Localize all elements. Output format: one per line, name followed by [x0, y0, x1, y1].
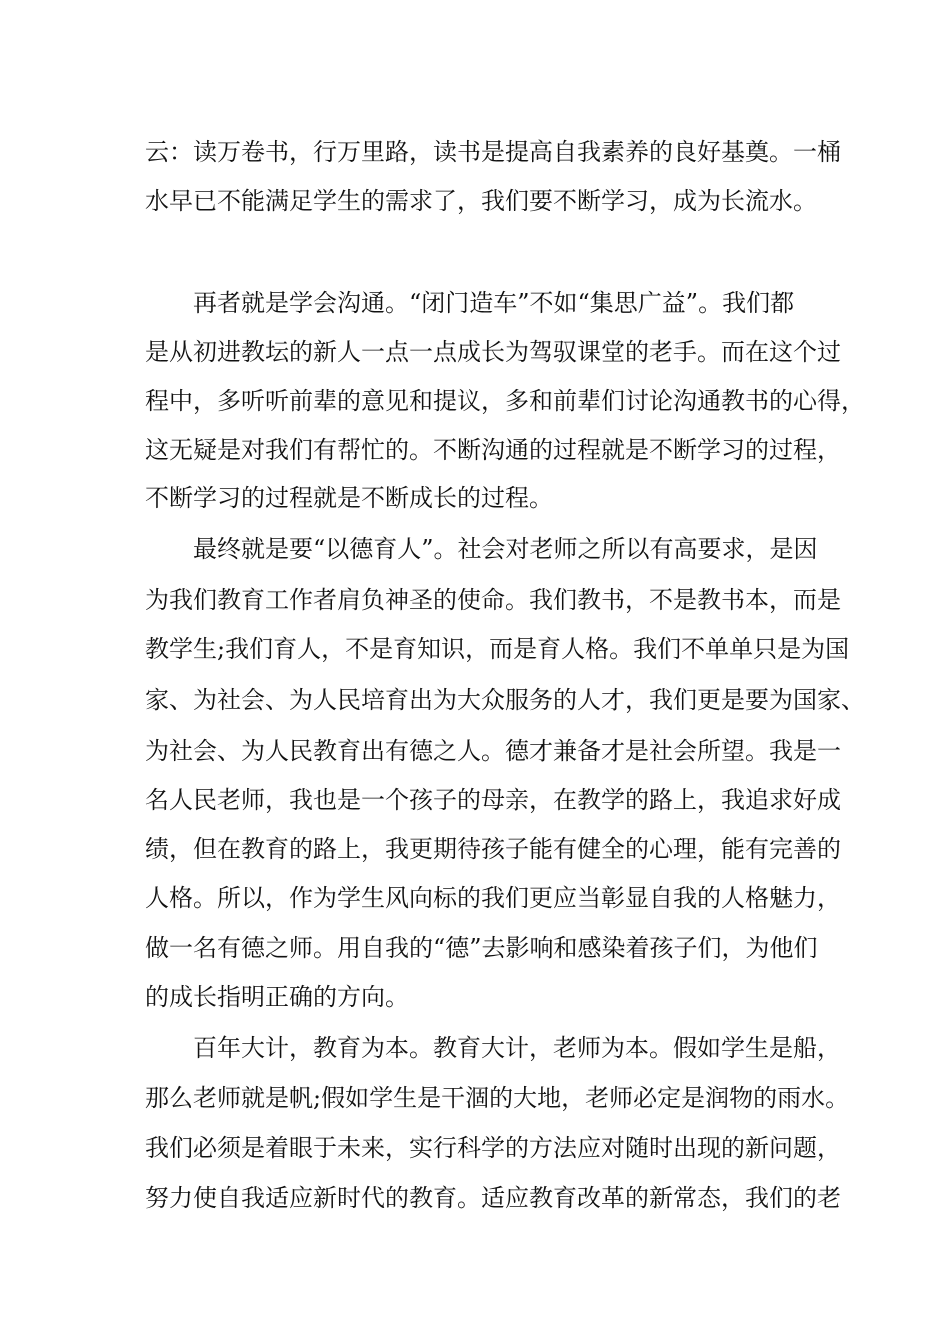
text-line: 百年大计，教育为本。教育大计，老师为本。假如学生是船，	[193, 1034, 841, 1062]
text-line: 绩，但在教育的路上，我更期待孩子能有健全的心理，能有完善的	[145, 835, 841, 863]
text-line: 努力使自我适应新时代的教育。适应教育改革的新常态，我们的老	[145, 1184, 841, 1212]
text-line: 名人民老师，我也是一个孩子的母亲，在教学的路上，我追求好成	[145, 786, 841, 814]
text-line: 最终就是要“以德育人”。社会对老师之所以有高要求，是因	[193, 535, 818, 563]
text-line: 水早已不能满足学生的需求了，我们要不断学习，成为长流水。	[145, 187, 817, 215]
text-line: 我们必须是着眼于未来，实行科学的方法应对随时出现的新问题，	[145, 1134, 841, 1162]
text-line: 做一名有德之师。用自我的“德”去影响和感染着孩子们，为他们	[145, 934, 818, 962]
text-line: 云：读万卷书，行万里路，读书是提高自我素养的良好基奠。一桶	[145, 138, 841, 166]
text-line: 是从初进教坛的新人一点一点成长为驾驭课堂的老手。而在这个过	[145, 338, 841, 366]
text-line: 这无疑是对我们有帮忙的。不断沟通的过程就是不断学习的过程，	[145, 436, 841, 464]
text-line: 教学生;我们育人，不是育知识，而是育人格。我们不单单只是为国	[145, 635, 850, 663]
text-line: 那么老师就是帆;假如学生是干涸的大地，老师必定是润物的雨水。	[145, 1084, 850, 1112]
text-line: 再者就是学会沟通。“闭门造车”不如“集思广益”。我们都	[193, 289, 795, 317]
text-line: 为我们教育工作者肩负神圣的使命。我们教书，不是教书本，而是	[145, 586, 841, 614]
text-line: 家、为社会、为人民培育出为大众服务的人才，我们更是要为国家、	[145, 686, 865, 714]
text-line: 为社会、为人民教育出有德之人。德才兼备才是社会所望。我是一	[145, 737, 841, 765]
text-line: 不断学习的过程就是不断成长的过程。	[145, 484, 553, 512]
text-line: 的成长指明正确的方向。	[145, 983, 409, 1011]
text-line: 程中，多听听前辈的意见和提议，多和前辈们讨论沟通教书的心得，	[145, 387, 865, 415]
text-line: 人格。所以，作为学生风向标的我们更应当彰显自我的人格魅力，	[145, 884, 841, 912]
